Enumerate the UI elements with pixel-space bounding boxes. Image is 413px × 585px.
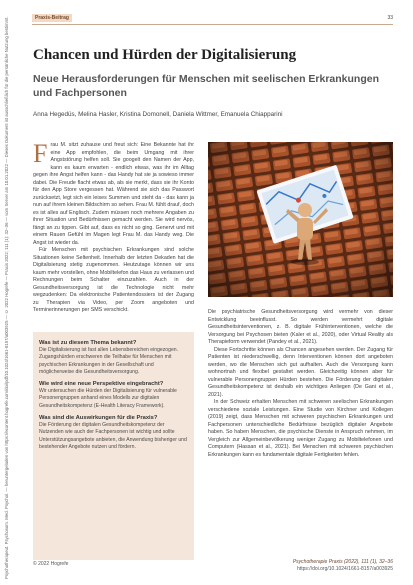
body-paragraph: Die psychiatrische Gesundheitsversorgung wird vermehr von dieser Entwicklung beeinflusst. So werden vermehrt digitale Gesundheitsinterventionen, z. B. digitale Frühinterventionen, welche die Versorgung bei Psychosen bieten (Kaler et al., 2020), oder Virtual Reality als Therapieform verwendet (Pandey et al., 2021). [208, 309, 393, 345]
doi-link[interactable]: https://doi.org/10.1024/1661-8157/a003925 [297, 566, 393, 572]
article-photo [208, 142, 393, 297]
sidebar-copyright-notice: Psychotherapeut. Psychosom. Med. Psychol. — heruntergeladen von https://econtent.hogrefe.com/doi/pdf/10.1024/1661-8157/a003925 — © 2022 Hogrefe — Praxis 2022; 111 (1): 32–36 — vom Server am 10.01.2022 — Dieses Dokument ist ausschließlich für die persönliche Nutzung bestimmt. [4, 16, 9, 579]
key-answer-3: Die Förderung der digitalen Gesundheitskompetenz der Nutzenden wie auch der Fachpersonen ist wichtig und sollte Unterstützungsangebote anbieten, die Anwendung bisheriger und bestehender Angebote nutzen und fördern. [39, 422, 187, 450]
article-subtitle: Neue Herausforderungen für Menschen mit seelischen Erkrankungen und Fachpersonen [33, 73, 380, 99]
key-question-3: Was sind die Auswirkungen für die Praxis? [39, 415, 158, 422]
key-question-1: Was ist zu diesem Thema bekannt? [39, 340, 137, 346]
page-header [32, 14, 393, 23]
drop-cap: F [33, 142, 48, 168]
right-column-text [208, 309, 393, 557]
key-answer-2: Wir untersuchen die Hürden der Digitalisierung für vulnerable Personengruppen anhand eines Modells zur digitalen Gesundheitskompetenz (E-Health Literacy Framework). [39, 388, 177, 409]
intro-paragraph [33, 142, 194, 247]
journal-citation: Psychotherapie Praxis (2022), 111 (1), 32–36 [292, 559, 393, 565]
body-paragraph: In der Schweiz erhalten Menschen mit schweren seelischen Erkrankungen verschiedene soziale Leistungen. Eine Studie von Kirchner und Kollegen (2019) zeigt, dass Menschen mit schweren psychischen Erkrankungen und Fachpersonen unterschiedliche Bedürfnisse bezüglich digitaler Angebote haben. So haben Menschen, die psychische Dienste in Anspruch nehmen, im Vergleich zur Allgemeinbevölkerung weniger Zugang zu Mobiltelefonen und Computern (Hassan et al., 2021). Bei Menschen mit schweren psychischen Erkrankungen kann es fundamentale digitale Fertigkeiten fehlen. [208, 399, 393, 458]
author-list: Anna Hegedüs, Melina Hasler, Kristina Domonell, Daniela Wittmer, Emanuela Chiapparini [33, 111, 283, 118]
key-answer-1: Die Digitalisierung ist fast allen Lebensbereichen eingezogen. Zugangshürden erschweren die Teilhabe für Menschen mit psychischen Erkrankungen in der Gesellschaft und möglicherweise die Gesundheitsversorgung. [39, 347, 179, 375]
section-label: Praxis-Beitrag [32, 14, 72, 22]
intro-paragraph-text: rau M. sitzt zuhause und freut sich: Eine Bekannte hat ihr eine App empfohlen, die beim Umgang mit ihrer Angststörung helfen soll. Sie googelt den Namen der App, kann es kaum erwarten - endlich etwas, was ihr im Alltag gegen ihre Angst helfen kann - das Handy hat sie ja sowieso immer dabei. Die Freude flacht etwas ab, als sie merkt, dass sie ihr Konto für den App Store vergessen hat. Während sie sich das Passwort zurücksetzt, legt sich ein leises Summen und steht da - das kann ja nun auf ihrem kleinen Bildschirm so sehen. Frau M. fühlt drauf, doch es ist alles auf Englisch. Zudem müssen noch mehrere Angaben zu ihrer Situation und Bedürfnissen gemacht werden. Sie wird nervös, fängt an zu tippen. Gibt auf, dass es nicht so ging. Genervt und mit einem Rauen Gefühl im Magen legt Frau M. das Handy weg. Die Angst ist wieder da. [33, 142, 194, 246]
figurine-on-keyboard-photo-icon [208, 142, 393, 297]
body-paragraph: Diese Fortschritte können als Chancen angesehen werden. Der Zugang für Patienten ist niederschwellig, denn Interventionen können dort angeboten werden, wo die Menschen sich gut aufhalten. Auch die Versorgung kann wohnortnah und flexibel gestaltet werden. Gleichzeitig können aber für vulnerable Personengruppen Hürden bestehen. Die Förderung der digitalen Gesundheitskompetenz ist deshalb ein wichtiges Anliegen (De Gani et al., 2021). [208, 346, 393, 398]
page-number: 33 [387, 15, 393, 21]
article-title: Chancen und Hürden der Digitalisierung [33, 47, 297, 63]
body-paragraph: Für Menschen mit psychischen Erkrankungen sind solche Situationen keine Seltenheit. Innerhalb der letzten Dekaden hat die Digitalisierung stetig zugenommen. Heutzutage können wir uns kaum mehr vorstellen, ohne Mobiltelefon das Haus zu verlassen und Rechnungen beim Schalter einzuzahlen. Auch in der Gesundheitsversorgung ist die Technologie nicht mehr wegzudenken: Da elektronische Patientendossiers ist der Zugang zu Therapien via Video, per Zoom angeboten und Terminerinnerungen per SMS verschickt. [33, 247, 194, 313]
left-column-text [33, 142, 194, 327]
header-divider [32, 24, 393, 25]
footer-copyright: © 2022 Hogrefe [33, 561, 69, 567]
key-points-box [33, 332, 194, 560]
footer-citation [293, 559, 393, 573]
key-question-2: Wie wird eine neue Perspektive eingebracht? [39, 381, 164, 388]
